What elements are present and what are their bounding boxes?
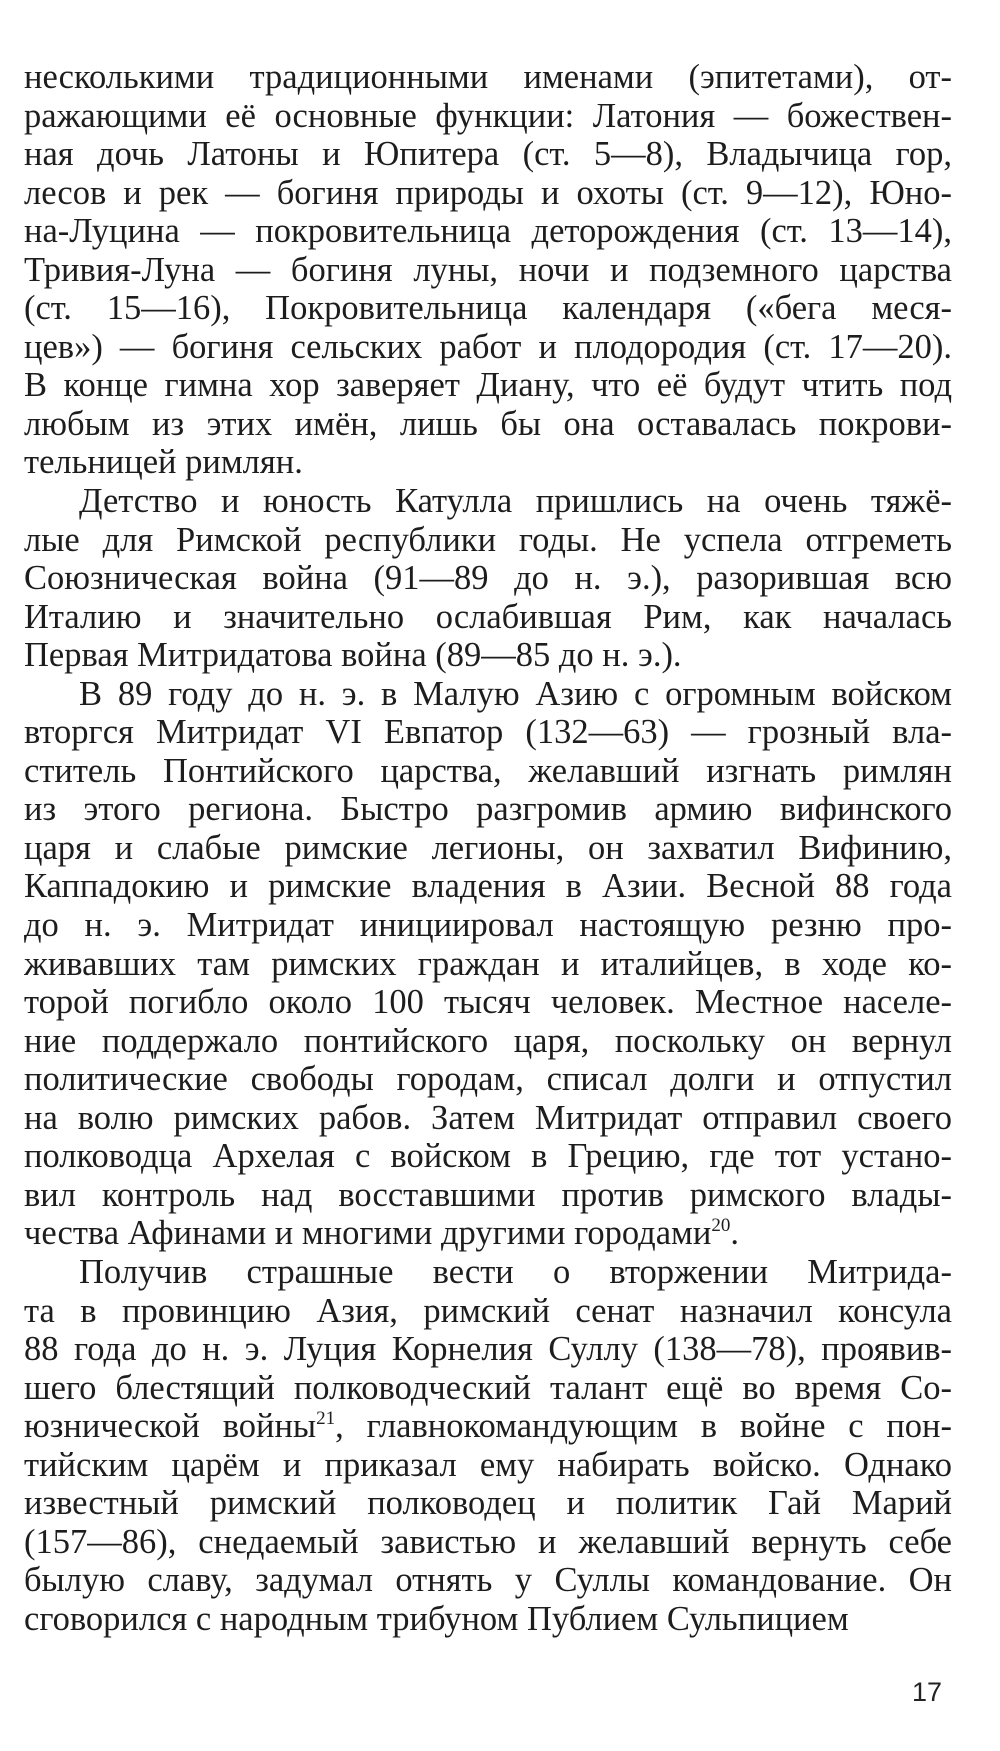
text-line	[24, 1484, 952, 1523]
text-line	[24, 559, 952, 598]
book-page-text	[24, 58, 952, 1638]
line-text: полководца Архелая с войском в Грецию, где тот устано-	[24, 1137, 952, 1176]
text-line	[24, 636, 952, 675]
line-text: Получив страшные вести о вторжении Митрида-	[79, 1252, 952, 1291]
line-text: лесов и рек — богиня природы и охоты (ст. 9—12), Юно-	[24, 173, 952, 212]
line-text: тийским царём и приказал ему набирать войско. Однако	[24, 1445, 952, 1484]
text-line	[24, 752, 952, 791]
text-line	[24, 366, 952, 405]
text-line	[24, 867, 952, 906]
page-number: 17	[912, 1677, 943, 1707]
line-text: ние поддержало понтийского царя, поскольку он вернул	[24, 1021, 952, 1060]
text-line	[24, 598, 952, 637]
line-text: (157—86), снедаемый завистью и желавший вернуть себе	[24, 1522, 952, 1561]
line-text: та в провинцию Азия, римский сенат назначил консула	[24, 1291, 952, 1330]
text-line	[24, 58, 952, 97]
text-line	[24, 906, 952, 945]
text-line	[24, 289, 952, 328]
text-line	[24, 135, 952, 174]
line-text: Первая Митридатова война (89—85 до н. э.).	[24, 636, 682, 675]
footnote-reference[interactable]: 20	[711, 1215, 731, 1237]
text-line	[24, 829, 952, 868]
text-line	[24, 521, 952, 560]
text-line	[24, 675, 952, 714]
line-text: политические свободы городам, списал долги и отпустил	[24, 1060, 952, 1099]
line-text: ражающими её основные функции: Латония — божествен-	[24, 96, 952, 135]
line-text: на-Луцина — покровительница деторождения (ст. 13—14),	[24, 212, 952, 251]
text-line	[24, 1022, 952, 1061]
footnote-reference[interactable]: 21	[316, 1408, 336, 1430]
line-text: цев») — богиня сельских работ и плодородия (ст. 17—20).	[24, 327, 952, 366]
line-text: шего блестящий полководческий талант ещё во время Со-	[24, 1368, 952, 1407]
text-line	[24, 1446, 952, 1485]
line-text: Союзническая война (91—89 до н. э.), разорившая всю	[24, 559, 952, 598]
text-line	[24, 1600, 952, 1639]
text-line	[24, 1330, 952, 1369]
text-line	[24, 1523, 952, 1562]
text-line	[24, 1561, 952, 1600]
line-text: Детство и юность Катулла пришлись на очень тяжё-	[79, 482, 952, 521]
text-body	[24, 58, 952, 1638]
text-line: чества Афинами и многими другими городами$^{20}$.	[24, 1214, 739, 1253]
text-line	[24, 1292, 952, 1331]
line-text: тельницей римлян.	[24, 443, 303, 482]
text-line	[24, 1253, 952, 1292]
line-text: Каппадокию и римские владения в Азии. Весной 88 года	[24, 867, 952, 906]
text-line	[24, 212, 952, 251]
line-text: Тривия-Луна — богиня луны, ночи и подземного царства	[24, 250, 952, 289]
line-text: ная дочь Латоны и Юпитера (ст. 5—8), Владычица гор,	[24, 135, 952, 174]
line-text: любым из этих имён, лишь бы она оставалась покрови-	[24, 404, 952, 443]
line-text: вил контроль над восставшими против римского влады-	[24, 1175, 952, 1214]
line-text: из этого региона. Быстро разгромив армию вифинского	[24, 790, 952, 829]
text-line	[24, 1176, 952, 1215]
text-line	[24, 1137, 952, 1176]
line-text: живавших там римских граждан и италийцев, в ходе ко-	[24, 944, 952, 983]
text-line	[24, 97, 952, 136]
line-text: сговорился с народным трибуном Публием Сульпицием	[24, 1599, 849, 1638]
text-line	[24, 328, 952, 367]
line-text: былую славу, задумал отнять у Суллы командование. Он	[24, 1561, 952, 1600]
line-text: на волю римских рабов. Затем Митридат отправил своего	[24, 1098, 952, 1137]
text-line	[24, 1099, 952, 1138]
text-line	[24, 790, 952, 829]
line-text: (ст. 15—16), Покровительница календаря («бега меся-	[24, 289, 952, 328]
line-text: несколькими традиционными именами (эпитетами), от-	[24, 58, 952, 96]
line-text: до н. э. Митридат инициировал настоящую резню про-	[24, 906, 952, 945]
text-line	[24, 713, 952, 752]
line-text: юзнической войны	[24, 1407, 317, 1446]
line-text: ститель Понтийского царства, желавший изгнать римлян	[24, 751, 952, 790]
text-line	[24, 482, 952, 521]
text-line	[24, 1369, 952, 1408]
line-text: царя и слабые римские легионы, он захватил Вифинию,	[24, 828, 952, 867]
text-line	[24, 1407, 952, 1446]
text-line	[24, 983, 952, 1022]
text-line	[24, 405, 952, 444]
line-text: Италию и значительно ослабившая Рим, как началась	[24, 597, 952, 636]
line-text: 88 года до н. э. Луция Корнелия Суллу (138—78), проявив-	[24, 1330, 952, 1369]
line-text: вторгся Митридат VI Евпатор (132—63) — грозный вла-	[24, 713, 952, 752]
text-line	[24, 1060, 952, 1099]
line-text: лые для Римской республики годы. Не успела отгреметь	[24, 520, 952, 559]
text-line	[24, 251, 952, 290]
text-line	[24, 945, 952, 984]
line-text: известный римский полководец и политик Гай Марий	[24, 1484, 952, 1523]
text-line	[24, 174, 952, 213]
text-line	[24, 443, 952, 482]
line-text: В конце гимна хор заверяет Диану, что её будут чтить под	[24, 366, 952, 405]
line-text: чества Афинами и многими другими городами	[24, 1214, 712, 1253]
line-text: торой погибло около 100 тысяч человек. Местное населе-	[24, 983, 952, 1022]
line-text: В 89 году до н. э. в Малую Азию с огромным войском	[79, 674, 952, 713]
line-text-continuation: , главнокомандующим в войне с пон-	[335, 1407, 952, 1446]
